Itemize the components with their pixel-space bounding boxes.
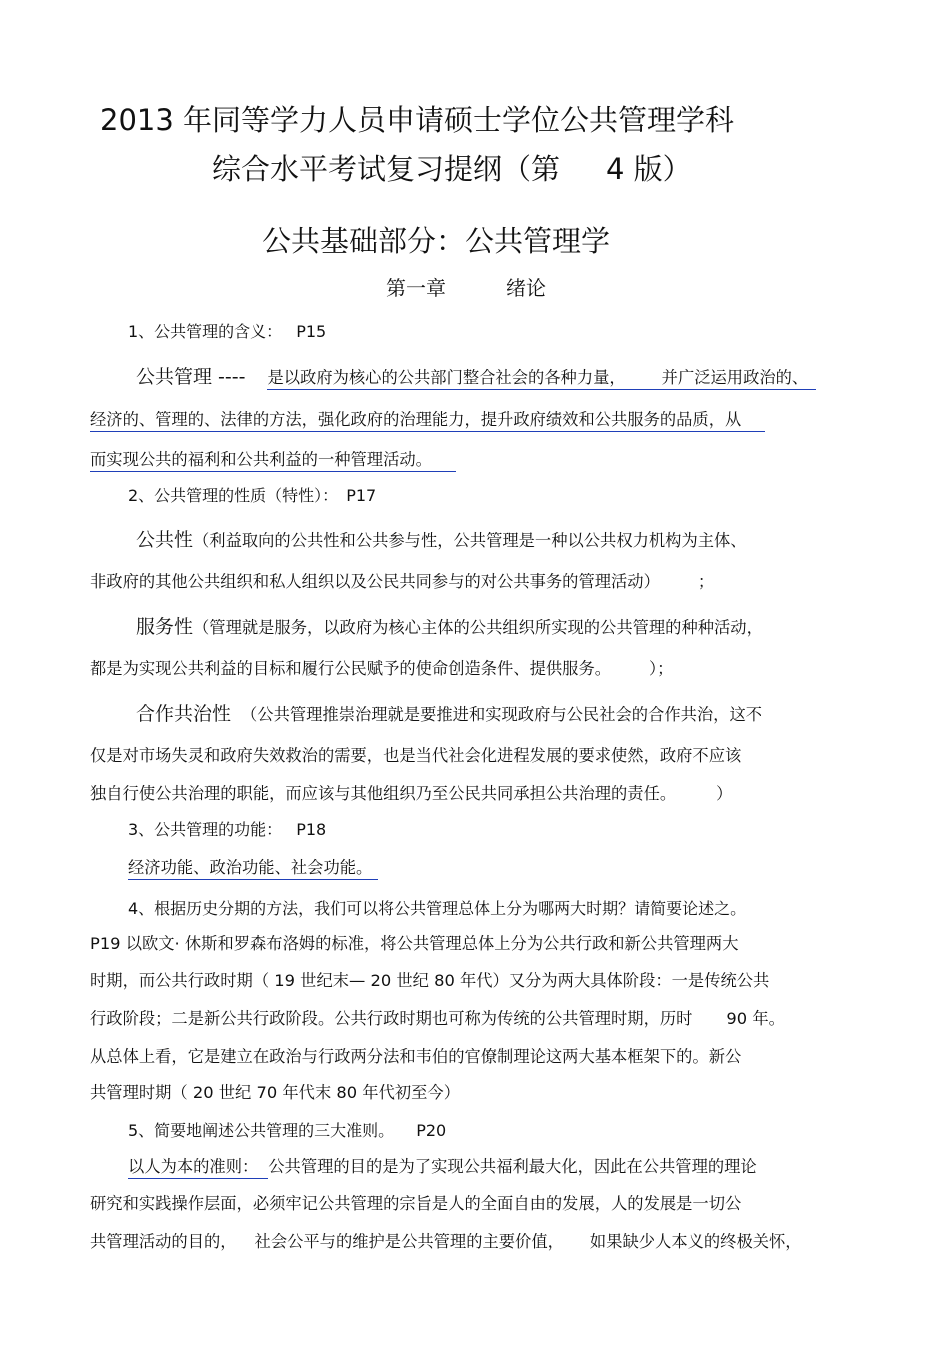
- definition-line-3: [90, 450, 456, 470]
- q5-page: P20: [416, 1121, 447, 1140]
- cooperative-nature-end: ）: [716, 784, 733, 803]
- q1-page: P15: [296, 322, 327, 341]
- doc-title-line2: [212, 152, 692, 187]
- principle-text-3b: 社会公平与的维护是公共管理的主要价值，: [254, 1232, 564, 1251]
- doc-title-line1: 2013 年同等学力人员申请硕士学位公共管理学科: [100, 103, 735, 137]
- public-nature-term: 公共性: [136, 529, 194, 551]
- cooperative-nature-text-3: 独自行使公共治理的职能，而应该与其他组织乃至公民共同承担公共治理的责任。: [90, 784, 677, 803]
- definition-term: 公共管理 ----: [136, 366, 246, 388]
- q2-label: 2、公共管理的性质（特性）：: [128, 486, 339, 505]
- service-nature-text-1: （管理就是服务，以政府为核心主体的公共组织所实现的公共管理的种种活动，: [193, 618, 763, 637]
- cooperative-nature-term: 合作共治性: [136, 703, 232, 725]
- q2-page: P17: [346, 486, 377, 505]
- title2-part-b: 4 版）: [606, 152, 692, 186]
- public-nature-end: ；: [697, 572, 715, 591]
- definition-text-3: 而实现公共的福利和公共利益的一种管理活动。: [90, 450, 456, 472]
- cooperative-nature-text-1: （公共管理推崇治理就是要推进和实现政府与公民社会的合作共治，这不: [241, 705, 763, 724]
- chapter-name: 绪论: [506, 276, 546, 300]
- question-5: [128, 1121, 446, 1140]
- definition-text-2: 经济的、管理的、法律的方法，强化政府的治理能力，提升政府绩效和公共服务的品质，从: [90, 410, 765, 432]
- part-title: 公共基础部分：公共管理学: [262, 224, 611, 258]
- definition-text-b: 并广泛运用政治的、: [648, 368, 817, 390]
- q4-answer-text-3: 行政阶段；二是新公共行政阶段。公共行政时期也可称为传统的公共管理时期，历时: [90, 1009, 693, 1028]
- definition-line-2: [90, 410, 765, 430]
- public-nature-line-1: [136, 529, 747, 552]
- chapter-number: 第一章: [386, 276, 446, 300]
- function-political: 政治功能: [209, 858, 274, 880]
- q4-answer-years: 90 年。: [726, 1009, 785, 1028]
- function-social: 社会功能。: [291, 858, 378, 880]
- service-nature-end: ）；: [649, 659, 674, 678]
- principle-text-1: 公共管理的目的是为了实现公共福利最大化，因此在公共管理的理论: [268, 1157, 757, 1176]
- principle-term: 以人为本的准则：: [128, 1157, 268, 1179]
- q4-answer-line-5: 共管理时期（ 20 世纪 70 年代末 80 年代初至今）: [90, 1083, 460, 1102]
- principle-text-3a: 共管理活动的目的，: [90, 1232, 237, 1251]
- principle-line-2: 研究和实践操作层面，必须牢记公共管理的宗旨是人的全面自由的发展，人的发展是一切公: [90, 1194, 742, 1213]
- functions-list: [128, 858, 378, 878]
- public-nature-text-1: （利益取向的公共性和公共参与性，公共管理是一种以公共权力机构为主体、: [193, 531, 747, 550]
- public-nature-text-2: 非政府的其他公共组织和私人组织以及公民共同参与的对公共事务的管理活动）: [90, 572, 660, 591]
- public-nature-line-2: [90, 572, 714, 592]
- title2-part-a: 综合水平考试复习提纲（第: [212, 152, 561, 186]
- q4-answer-line-2: 时期，而公共行政时期（ 19 世纪末— 20 世纪 80 年代）又分为两大具体阶段：一是传统公共: [90, 971, 770, 990]
- service-nature-term: 服务性: [136, 616, 194, 638]
- q1-label: 1、公共管理的含义：: [128, 322, 283, 341]
- q4-answer-line-1: P19 以欧文· 休斯和罗森布洛姆的标准，将公共管理总体上分为公共行政和新公共管理两大: [90, 934, 739, 953]
- definition-text-a: 是以政府为核心的公共部门整合社会的各种力量，: [267, 368, 647, 390]
- principle-text-3c: 如果缺少人本义的终极关怀，: [589, 1232, 802, 1251]
- service-nature-line-2: [90, 659, 673, 679]
- cooperative-nature-line-1: [136, 703, 762, 726]
- principle-line-3: [90, 1232, 802, 1252]
- question-4: 4、根据历史分期的方法，我们可以将公共管理总体上分为哪两大时期？请简要论述之。: [128, 899, 747, 918]
- cooperative-nature-line-3: [90, 784, 732, 804]
- service-nature-text-2: 都是为实现公共利益的目标和履行公民赋予的使命创造条件、提供服务。: [90, 659, 612, 678]
- q4-answer-line-4: 从总体上看，它是建立在政治与行政两分法和韦伯的官僚制理论这两大基本框架下的。新公: [90, 1047, 742, 1066]
- q3-label: 3、公共管理的功能：: [128, 820, 283, 839]
- question-2: [128, 486, 376, 505]
- service-nature-line-1: [136, 616, 763, 639]
- question-1: [128, 322, 326, 341]
- q3-page: P18: [296, 820, 327, 839]
- function-sep-1: 、: [193, 858, 209, 880]
- cooperative-nature-line-2: 仅是对市场失灵和政府失效救治的需要，也是当代社会化进程发展的要求使然，政府不应该: [90, 746, 742, 765]
- q4-answer-line-3: [90, 1009, 785, 1029]
- definition-line-1: [136, 366, 816, 389]
- principle-line-1: [128, 1157, 757, 1177]
- function-sep-2: 、: [275, 858, 291, 880]
- chapter-heading: [386, 276, 546, 300]
- q5-label: 5、简要地阐述公共管理的三大准则。: [128, 1121, 395, 1140]
- function-economic: 经济功能: [128, 858, 193, 880]
- question-3: [128, 820, 326, 839]
